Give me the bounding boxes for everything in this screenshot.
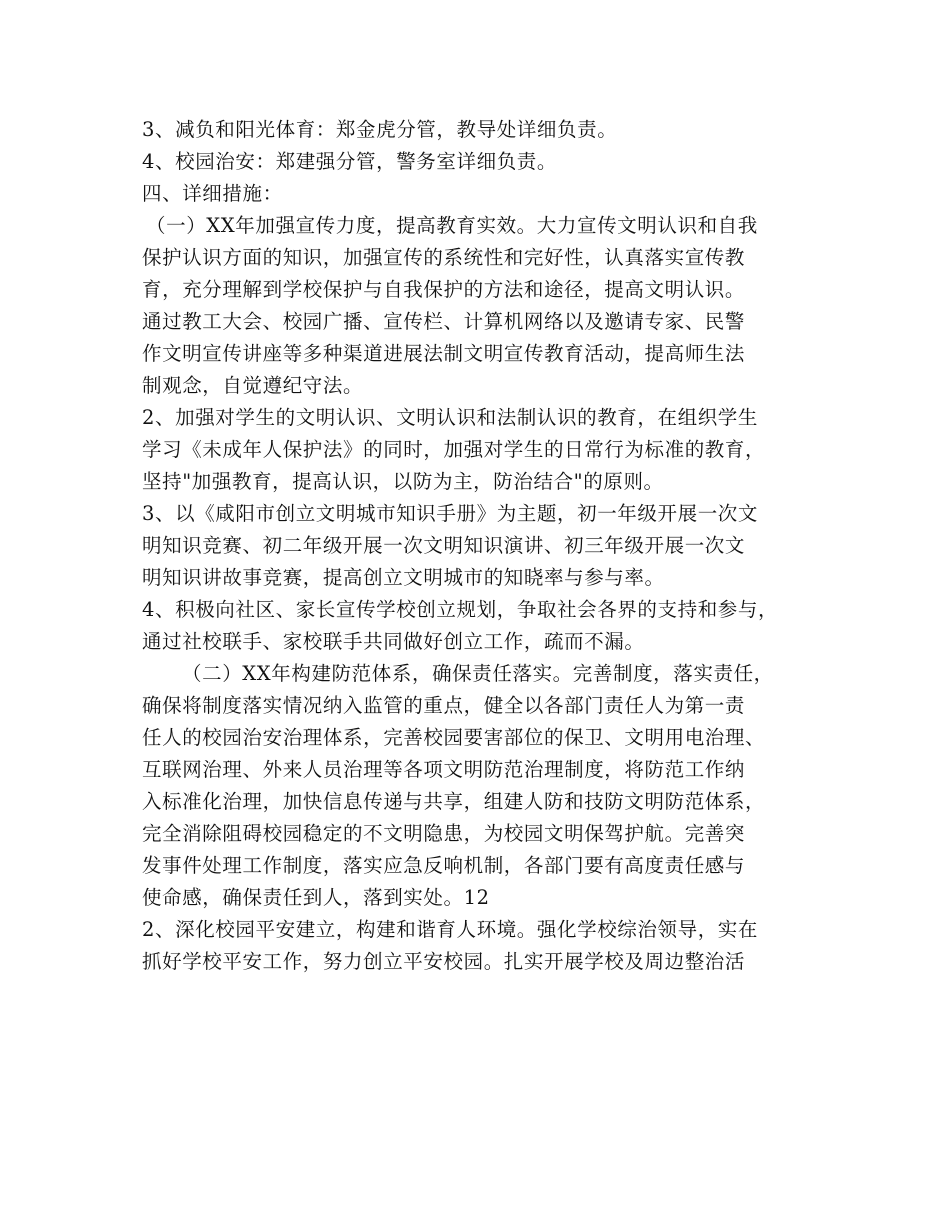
paragraph-line: 2、加强对学生的文明认识、文明认识和法制认识的教育，在组织学生 bbox=[142, 406, 759, 429]
paragraph-line: 任人的校园治安治理体系，完善校园要害部位的保卫、文明用电治理、 bbox=[142, 726, 766, 749]
paragraph-line: 4、校园治安：郑建强分管，警务室详细负责。 bbox=[142, 150, 558, 173]
paragraph-line: 通过教工大会、校园广播、宣传栏、计算机网络以及邀请专家、民警 bbox=[142, 310, 746, 333]
paragraph-line: 4、积极向社区、家长宣传学校创立规划，争取社会各界的支持和参与， bbox=[142, 598, 779, 621]
paragraph-line: 发事件处理工作制度，落实应急反响机制，各部门要有高度责任感与 bbox=[142, 854, 746, 877]
paragraph-line: 互联网治理、外来人员治理等各项文明防范治理制度，将防范工作纳 bbox=[142, 758, 746, 781]
paragraph-line: 明知识讲故事竞赛，提高创立文明城市的知晓率与参与率。 bbox=[142, 566, 665, 589]
paragraph-line: （二）XX年构建防范体系，确保责任落实。完善制度，落实责任， bbox=[182, 662, 774, 685]
paragraph-line: 保护认识方面的知识，加强宣传的系统性和完好性，认真落实宣传教 bbox=[142, 246, 746, 269]
document-body bbox=[142, 114, 842, 978]
paragraph-line: 坚持"加强教育，提高认识，以防为主，防治结合"的原则。 bbox=[142, 470, 664, 493]
paragraph-line: 育，充分理解到学校保护与自我保护的方法和途径，提高文明认识。 bbox=[142, 278, 746, 301]
paragraph-line: 入标准化治理，加快信息传递与共享，组建人防和技防文明防范体系， bbox=[142, 790, 766, 813]
paragraph-line: 2、深化校园平安建立，构建和谐育人环境。强化学校综治领导，实在 bbox=[142, 918, 759, 941]
paragraph-line: 确保将制度落实情况纳入监管的重点，健全以各部门责任人为第一责 bbox=[142, 694, 746, 717]
paragraph-line: 3、减负和阳光体育：郑金虎分管，教导处详细负责。 bbox=[142, 118, 618, 141]
paragraph-line: 学习《未成年人保护法》的同时，加强对学生的日常行为标准的教育， bbox=[142, 438, 766, 461]
paragraph-line: （一）XX年加强宣传力度，提高教育实效。大力宣传文明认识和自我 bbox=[146, 214, 758, 237]
paragraph-line: 抓好学校平安工作，努力创立平安校园。扎实开展学校及周边整治活 bbox=[142, 950, 746, 973]
paragraph-line: 制观念，自觉遵纪守法。 bbox=[142, 374, 364, 397]
section-heading: 四、详细措施： bbox=[142, 182, 283, 205]
paragraph-line: 完全消除阻碍校园稳定的不文明隐患，为校园文明保驾护航。完善突 bbox=[142, 822, 746, 845]
paragraph-line: 通过社校联手、家校联手共同做好创立工作，疏而不漏。 bbox=[142, 630, 645, 653]
paragraph-line: 明知识竞赛、初二年级开展一次文明知识演讲、初三年级开展一次文 bbox=[142, 534, 746, 557]
paragraph-line: 使命感，确保责任到人，落到实处。12 bbox=[142, 886, 490, 909]
paragraph-line: 3、以《咸阳市创立文明城市知识手册》为主题，初一年级开展一次文 bbox=[142, 502, 759, 525]
paragraph-line: 作文明宣传讲座等多种渠道进展法制文明宣传教育活动，提高师生法 bbox=[142, 342, 746, 365]
